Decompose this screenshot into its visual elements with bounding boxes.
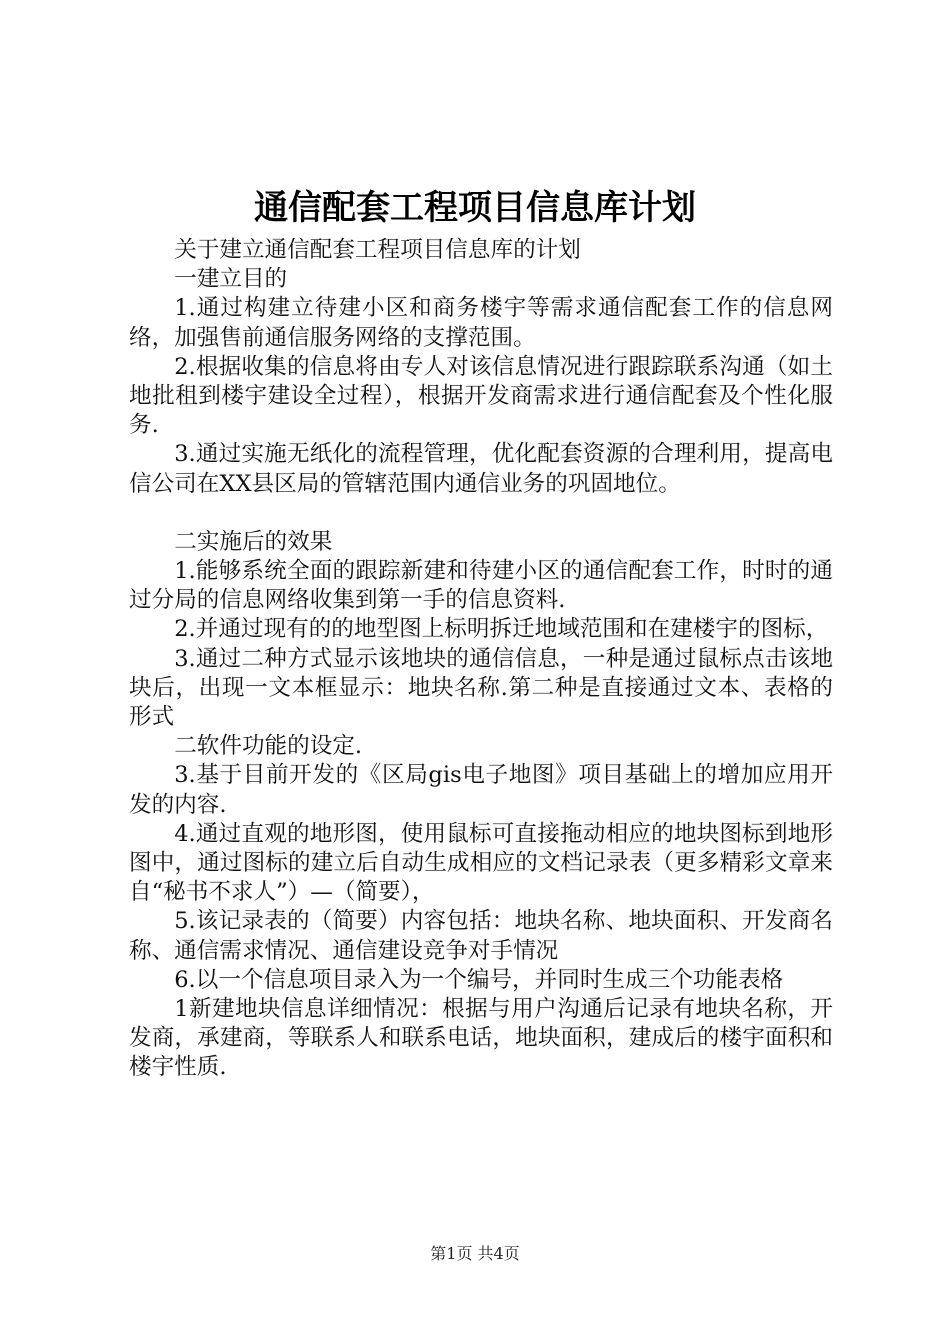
section-heading-effects: 二实施后的效果 <box>174 528 333 555</box>
paragraph: 3.通过实施无纸化的流程管理，优化配套资源的合理利用，提高电信公司在XX县区局的管辖范围内通信业务的巩固地位。 <box>129 441 833 497</box>
paragraph: 3.通过二种方式显示该地块的通信信息，一种是通过鼠标点击该地块后，出现一文本框显示：地块名称.第二种是直接通过文本、表格的形式 <box>129 645 833 731</box>
paragraph: 1.通过构建立待建小区和商务楼宇等需求通信配套工作的信息网络，加强售前通信服务网络的支撑范围。 <box>129 295 833 351</box>
paragraph: 6.以一个信息项目录入为一个编号，并同时生成三个功能表格 <box>174 966 784 993</box>
document-body <box>129 236 833 1083</box>
paragraph: 2.并通过现有的的地型图上标明拆迁地域范围和在建楼宇的图标， <box>174 616 829 643</box>
paragraph: 2.根据收集的信息将由专人对该信息情况进行跟踪联系沟通（如土地批租到楼宇建设全过程），根据开发商需求进行通信配套及个性化服务. <box>129 353 833 439</box>
section-heading-software: 二软件功能的设定. <box>174 733 363 760</box>
paragraph: 3.基于目前开发的《区局gis电子地图》项目基础上的增加应用开发的内容. <box>129 762 833 818</box>
paragraph: 4.通过直观的地形图，使用鼠标可直接拖动相应的地块图标到地形图中，通过图标的建立后自动生成相应的文档记录表（更多精彩文章来自“秘书不求人”）—（简要）， <box>129 820 833 906</box>
page-number-footer: 第1页 共4页 <box>430 1244 520 1263</box>
section-heading-purpose: 一建立目的 <box>174 266 288 293</box>
document-title: 通信配套工程项目信息库计划 <box>254 188 696 228</box>
paragraph: 1新建地块信息详细情况：根据与用户沟通后记录有地块名称，开发商，承建商，等联系人和联系电话，地块面积，建成后的楼宇面积和楼宇性质. <box>129 996 833 1081</box>
paragraph-subtitle: 关于建立通信配套工程项目信息库的计划 <box>174 237 581 263</box>
paragraph: 5.该记录表的（简要）内容包括：地块名称、地块面积、开发商名称、通信需求情况、通信建设竞争对手情况 <box>129 908 833 964</box>
paragraph: 1.能够系统全面的跟踪新建和待建小区的通信配套工作，时时的通过分局的信息网络收集到第一手的信息资料. <box>129 558 833 614</box>
